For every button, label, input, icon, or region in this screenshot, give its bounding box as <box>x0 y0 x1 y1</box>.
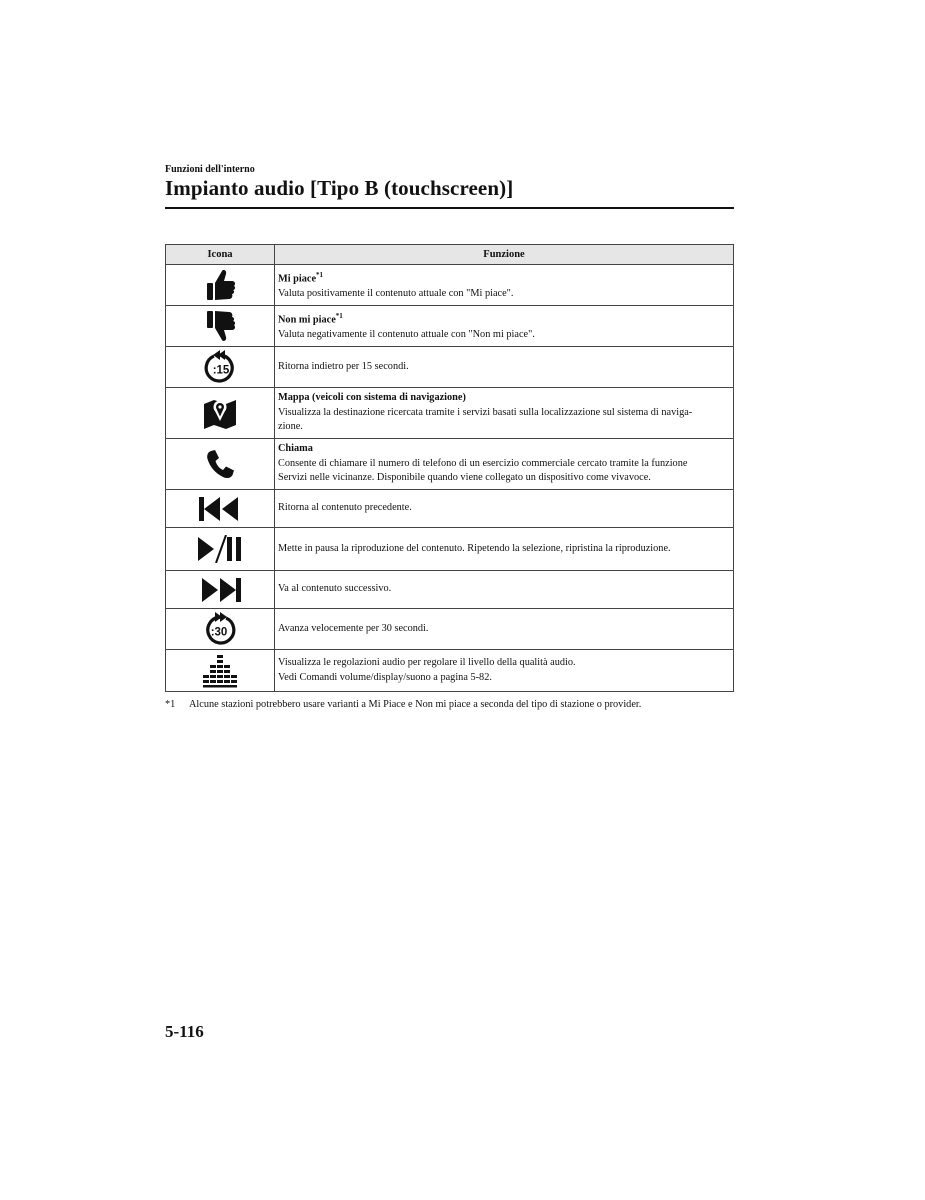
function-title: Non mi piace <box>278 314 336 326</box>
description-line: Valuta negativamente il contenuto attuale con "Non mi piace". <box>278 329 535 341</box>
icon-column-header: Icona <box>166 245 275 265</box>
description-line: Avanza velocemente per 30 secondi. <box>278 622 429 634</box>
function-description <box>275 439 734 490</box>
table-row <box>166 609 734 650</box>
replay-15-label: :15 <box>212 364 230 377</box>
play-pause-icon <box>166 535 274 563</box>
function-column-header: Funzione <box>275 245 734 265</box>
table-row <box>166 528 734 571</box>
table-row <box>166 650 734 692</box>
function-description <box>275 609 734 650</box>
skip-forward-icon <box>166 577 274 603</box>
description-line: Ritorna al contenuto precedente. <box>278 502 412 514</box>
footnote-ref: *1 <box>335 312 343 321</box>
title-rule <box>165 207 734 209</box>
table-row <box>166 347 734 388</box>
footnote-mark: *1 <box>165 699 176 710</box>
function-description <box>275 306 734 347</box>
description-line: Mette in pausa la riproduzione del contenuto. Ripetendo la selezione, ripristina la riproduzione. <box>278 542 671 554</box>
icon-cell <box>166 265 275 306</box>
function-description <box>275 265 734 306</box>
thumbs-down-icon <box>166 309 274 343</box>
section-label: Funzioni dell'interno <box>165 164 255 175</box>
function-description <box>275 388 734 439</box>
table-row <box>166 439 734 490</box>
icon-cell <box>166 347 275 388</box>
page-number: 5-116 <box>165 1022 204 1041</box>
table-row <box>166 306 734 347</box>
description-line: Visualizza le regolazioni audio per regolare il livello della qualità audio. <box>278 657 576 668</box>
description-line: Consente di chiamare il numero di telefono di un esercizio commerciale cercato tramite la funzione <box>278 457 688 469</box>
table-row <box>166 265 734 306</box>
phone-icon <box>166 448 274 480</box>
table-header-row <box>166 245 734 265</box>
function-title: Mappa (veicoli con sistema di navigazione) <box>278 392 466 404</box>
icon-cell <box>166 388 275 439</box>
icon-cell <box>166 571 275 609</box>
icon-cell <box>166 528 275 571</box>
function-title: Chiama <box>278 443 313 455</box>
description-line: Va al contenuto successivo. <box>278 583 392 595</box>
icon-cell <box>166 306 275 347</box>
description-line: Visualizza la destinazione ricercata tramite i servizi basati sulla localizzazione sul sistema di naviga- <box>278 406 693 418</box>
description-line: Ritorna indietro per 15 secondi. <box>278 360 409 372</box>
table-row <box>166 571 734 609</box>
function-description <box>275 347 734 388</box>
page-title: Impianto audio [Tipo B (touchscreen)] <box>165 176 514 200</box>
description-line: Servizi nelle vicinanze. Disponibile quando viene collegato un dispositivo come vivavoce. <box>278 472 651 484</box>
description-line: Valuta positivamente il contenuto attuale con "Mi piace". <box>278 288 514 300</box>
icon-cell <box>166 490 275 528</box>
function-description <box>275 528 734 571</box>
icon-cell <box>166 609 275 650</box>
description-line: Vedi Comandi volume/display/suono a pagina 5-82. <box>278 671 492 683</box>
equalizer-icon <box>166 654 274 688</box>
function-description <box>275 650 734 692</box>
icon-cell <box>166 439 275 490</box>
replay-15-icon <box>166 350 274 384</box>
skip-back-icon <box>166 496 274 522</box>
map-icon <box>166 396 274 430</box>
table-row <box>166 490 734 528</box>
function-description <box>275 490 734 528</box>
icon-function-table <box>165 244 734 692</box>
function-description <box>275 571 734 609</box>
footnote-text: Alcune stazioni potrebbero usare varianti a Mi Piace e Non mi piace a seconda del tipo di stazione o provider. <box>189 699 642 710</box>
forward-30-icon <box>166 612 274 646</box>
footnote-ref: *1 <box>316 271 324 280</box>
forward-30-label: :30 <box>210 626 228 639</box>
table-row <box>166 388 734 439</box>
description-line: zione. <box>278 421 303 433</box>
function-title: Mi piace <box>278 273 317 285</box>
icon-cell <box>166 650 275 692</box>
footnote <box>165 699 734 710</box>
thumbs-up-icon <box>166 268 274 302</box>
